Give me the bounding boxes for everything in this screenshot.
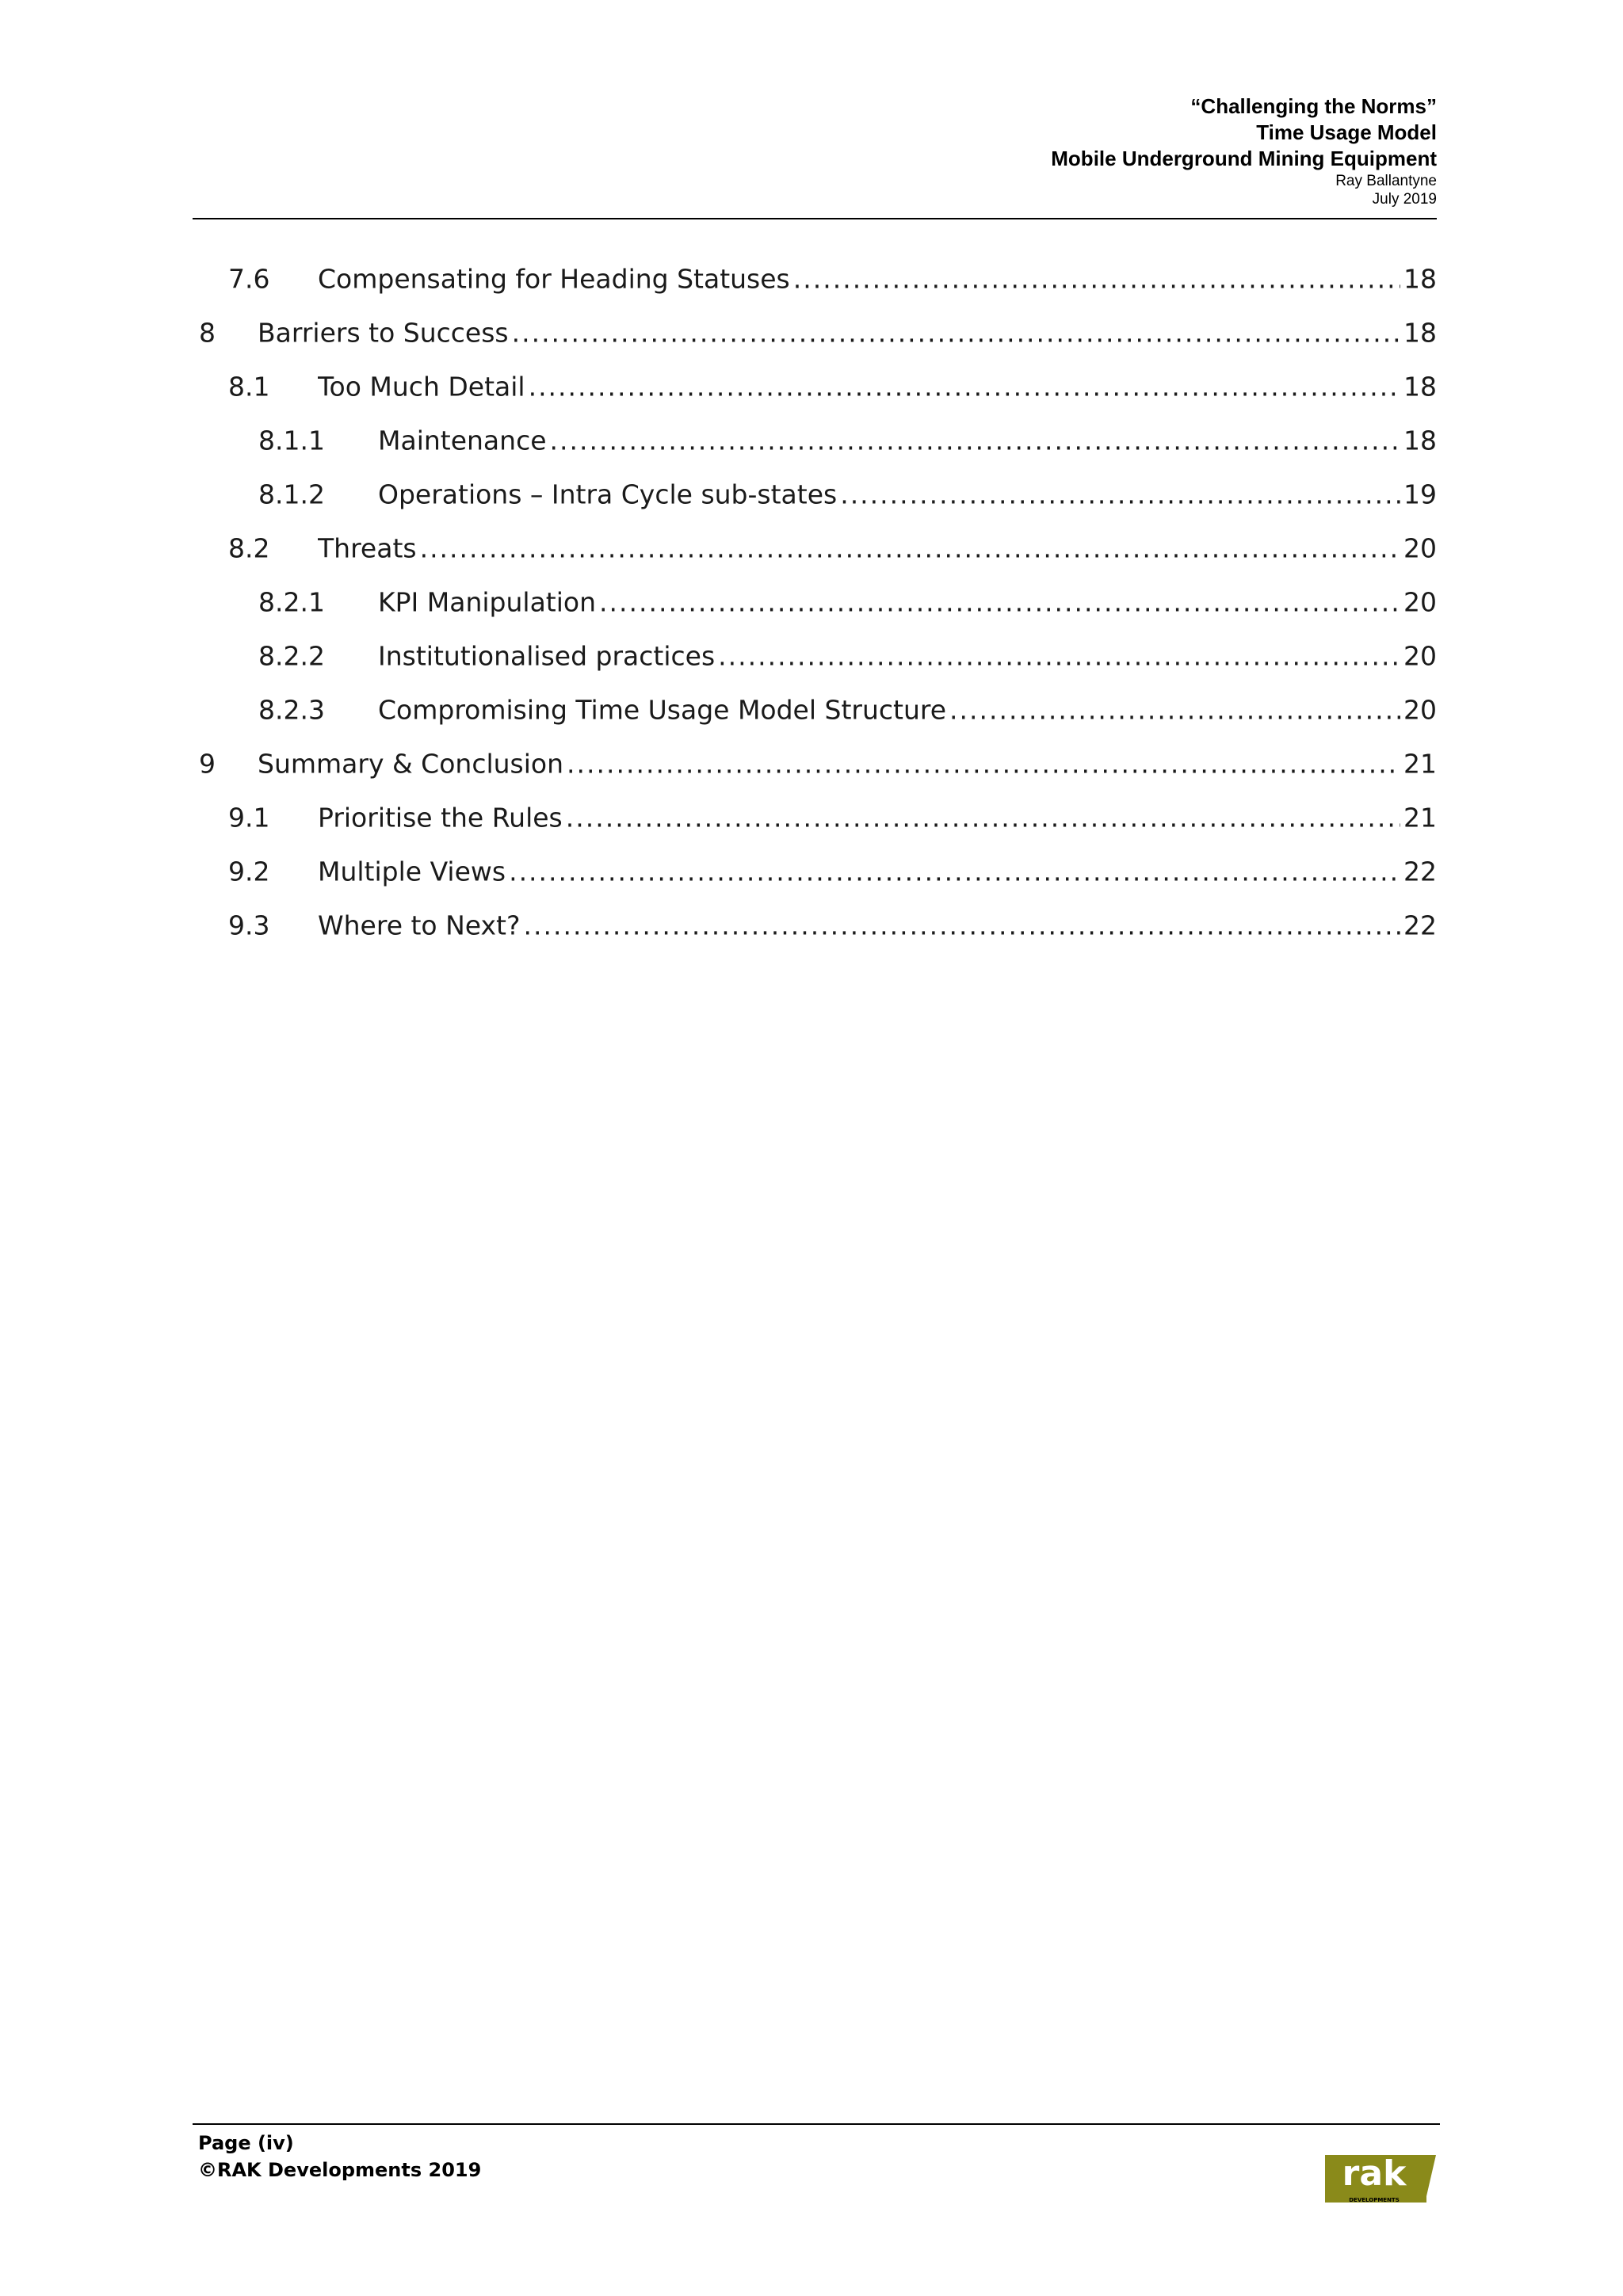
toc-entry-line [378,641,1437,672]
rak-logo-icon [1325,2153,1436,2203]
toc-entry[interactable] [193,629,1437,683]
toc-entry[interactable] [193,791,1437,845]
toc-dot-leader [599,587,1400,618]
toc-entry-number: 8.1 [228,371,270,402]
toc-entry-line [258,318,1437,349]
toc-entry-title[interactable]: Too Much Detail [318,371,525,402]
toc-entry-page: 18 [1403,317,1437,349]
toc-entry[interactable] [193,414,1437,467]
toc-entry-title[interactable]: Compensating for Heading Statuses [318,263,790,295]
header-title: “Challenging the Norms” [1190,94,1437,118]
header-divider [193,218,1437,219]
footer-copyright: ©RAK Developments 2019 [198,2159,482,2181]
toc-dot-leader [718,641,1400,672]
toc-entry-title[interactable]: Threats [318,532,417,564]
toc-entry-line [378,587,1437,618]
toc-entry-line [378,479,1437,510]
toc-entry-title[interactable]: KPI Manipulation [378,586,597,618]
toc-dot-leader [566,803,1400,833]
toc-entry[interactable] [193,575,1437,629]
toc-entry-line [378,695,1437,726]
toc-entry[interactable] [193,306,1437,360]
toc-entry-number: 8.2.1 [258,586,325,618]
toc-entry-line [318,856,1437,887]
footer-page-label: Page (iv) [198,2132,294,2154]
toc-entry-title[interactable]: Prioritise the Rules [318,802,563,833]
toc-entry[interactable] [193,737,1437,791]
toc-dot-leader [529,372,1400,402]
toc-entry-page: 22 [1403,856,1437,887]
header-author: Ray Ballantyne [1335,173,1437,189]
toc-entry-page: 19 [1403,479,1437,510]
page-footer [198,2130,481,2183]
toc-entry-page: 22 [1403,910,1437,941]
toc-entry-line [318,264,1437,295]
toc-entry-title[interactable]: Where to Next? [318,910,521,941]
toc-entry-page: 18 [1403,263,1437,295]
table-of-contents [193,252,1437,952]
toc-entry-number: 8.2.3 [258,694,325,726]
toc-entry-line [318,803,1437,833]
toc-entry-title[interactable]: Multiple Views [318,856,506,887]
toc-dot-leader [509,856,1400,887]
toc-entry-title[interactable]: Barriers to Success [258,317,509,349]
toc-entry-number: 9 [199,748,216,780]
header-subtitle: Time Usage Model [1256,120,1437,144]
toc-entry-line [258,749,1437,780]
footer-divider [193,2123,1440,2125]
toc-dot-leader [567,749,1400,780]
toc-entry-title[interactable]: Institutionalised practices [378,640,716,672]
toc-dot-leader [550,425,1400,456]
toc-entry-line [318,533,1437,564]
toc-entry-page: 20 [1403,694,1437,726]
toc-entry[interactable] [193,683,1437,737]
toc-entry-page: 20 [1403,586,1437,618]
toc-entry[interactable] [193,252,1437,306]
logo-subtext: DEVELOPMENTS [1349,2197,1400,2203]
toc-dot-leader [840,479,1400,510]
toc-entry[interactable] [193,360,1437,414]
toc-entry-title[interactable]: Summary & Conclusion [258,748,564,780]
toc-entry-title[interactable]: Compromising Time Usage Model Structure [378,694,947,726]
toc-entry-number: 8.1.1 [258,425,325,456]
toc-dot-leader [524,910,1401,941]
toc-entry-page: 20 [1403,640,1437,672]
toc-entry-line [318,910,1437,941]
toc-entry-number: 9.1 [228,802,270,833]
toc-entry-number: 9.3 [228,910,270,941]
toc-dot-leader [512,318,1400,349]
header-date: July 2019 [1372,191,1437,208]
toc-entry-page: 21 [1403,748,1437,780]
toc-entry-line [318,372,1437,402]
toc-entry-title[interactable]: Maintenance [378,425,547,456]
toc-dot-leader [949,695,1400,726]
toc-dot-leader [793,264,1400,295]
toc-entry-page: 20 [1403,532,1437,564]
logo-text: rak [1342,2153,1407,2194]
toc-entry-number: 7.6 [228,263,270,295]
toc-entry-page: 21 [1403,802,1437,833]
toc-entry[interactable] [193,845,1437,898]
page-header [1051,93,1437,208]
toc-entry-number: 9.2 [228,856,270,887]
header-subject: Mobile Underground Mining Equipment [1051,147,1437,170]
toc-dot-leader [420,533,1400,564]
toc-entry-number: 8 [199,317,216,349]
toc-entry[interactable] [193,467,1437,521]
toc-entry-line [378,425,1437,456]
toc-entry-page: 18 [1403,371,1437,402]
toc-entry[interactable] [193,521,1437,575]
toc-entry-number: 8.2 [228,532,270,564]
toc-entry-number: 8.1.2 [258,479,325,510]
toc-entry-title[interactable]: Operations – Intra Cycle sub-states [378,479,838,510]
toc-entry-page: 18 [1403,425,1437,456]
toc-entry[interactable] [193,898,1437,952]
toc-entry-number: 8.2.2 [258,640,325,672]
